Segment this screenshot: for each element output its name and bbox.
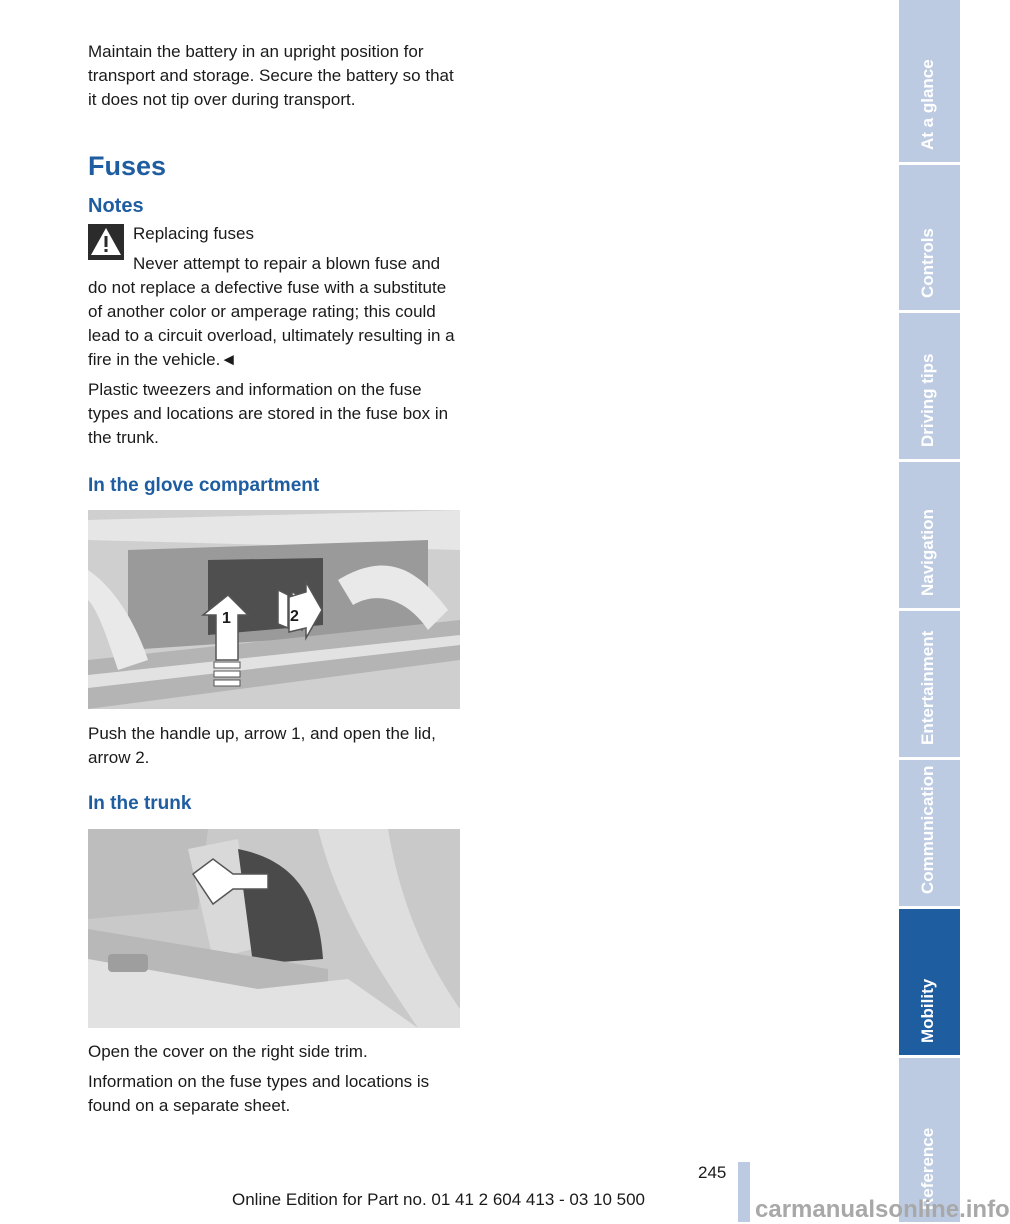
warning-text: do not replace a defective fuse with a substitute of another color or amperage rating; this could lead to a circuit overload, ultimately resulting in a fire in the vehicle.◄: [88, 278, 455, 369]
glove-caption: Push the handle up, arrow 1, and open the lid, arrow 2.: [88, 724, 436, 767]
warning-note: [88, 222, 464, 372]
trunk-caption-1: Open the cover on the right side trim.: [88, 1042, 368, 1061]
arrow-2-label: 2: [290, 608, 299, 625]
tab-entertainment[interactable]: [899, 611, 960, 760]
intro-paragraph: Maintain the battery in an upright position for transport and storage. Secure the battery so that it does not tip over during transport.: [88, 42, 454, 109]
tab-label: Mobility: [917, 978, 937, 1043]
notes-heading: Notes: [88, 195, 144, 217]
page-number: 245: [698, 1163, 727, 1182]
tab-label: Navigation: [917, 509, 937, 596]
footer-text: Online Edition for Part no. 01 41 2 604 413 - 03 10 500: [232, 1190, 646, 1209]
warning-text-first: Never attempt to repair a blown fuse and: [133, 254, 441, 273]
tab-label: Reference: [917, 1127, 937, 1210]
tab-label: At a glance: [917, 59, 937, 150]
warning-title: Replacing fuses: [133, 224, 254, 243]
page-number-bar: [738, 1162, 750, 1222]
glove-compartment-figure: [88, 510, 460, 709]
section-title: Fuses: [88, 151, 167, 181]
tab-mobility[interactable]: [899, 909, 960, 1058]
main-content: [88, 40, 464, 450]
tab-controls[interactable]: [899, 165, 960, 313]
glove-compartment-heading: In the glove compartment: [88, 475, 320, 496]
trunk-heading: In the trunk: [88, 793, 192, 814]
tab-label: Controls: [917, 228, 937, 298]
arrow-1-label: 1: [222, 610, 231, 627]
tab-label: Driving tips: [917, 353, 937, 447]
tab-communication[interactable]: [899, 760, 960, 909]
tweezers-paragraph: Plastic tweezers and information on the fuse types and locations are stored in the fuse box in the trunk.: [88, 380, 449, 447]
tab-label: Communication: [917, 765, 937, 894]
trunk-figure: [88, 829, 460, 1028]
tab-navigation[interactable]: [899, 462, 960, 611]
chapter-tabs: [899, 0, 960, 1222]
tab-driving-tips[interactable]: [899, 313, 960, 462]
watermark: carmanualsonline.info: [755, 1196, 1010, 1223]
warning-triangle-icon: [88, 224, 124, 260]
trunk-caption-2: Information on the fuse types and locations is found on a separate sheet.: [88, 1072, 430, 1115]
tab-label: Entertainment: [917, 630, 937, 745]
tab-at-a-glance[interactable]: [899, 0, 960, 165]
